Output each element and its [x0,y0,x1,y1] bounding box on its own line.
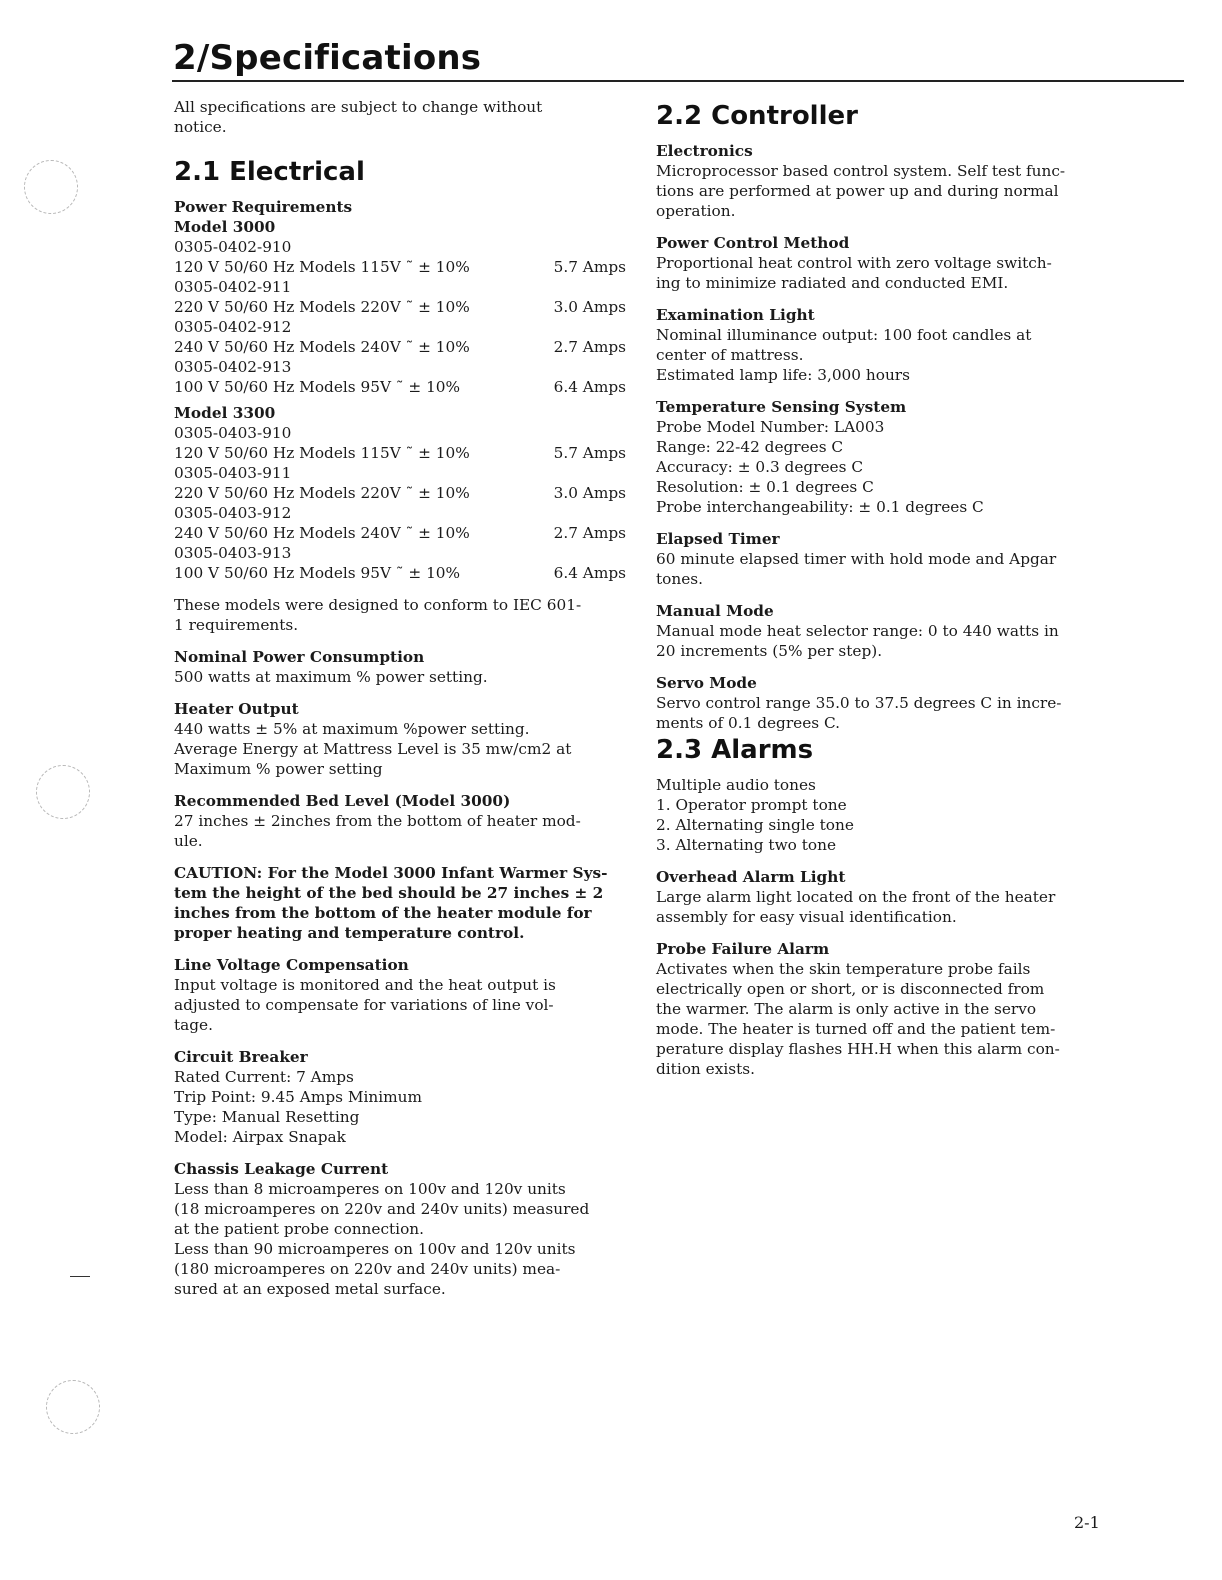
text-line: Average Energy at Mattress Level is 35 mw/cm2 at [174,740,572,758]
text-line: adjusted to compensate for variations of line vol- [174,996,554,1014]
power-requirements [174,197,630,583]
text-line: center of mattress. [656,346,804,364]
spec-desc: 120 V 50/60 Hz Models 115V ˜ ± 10% [174,258,470,276]
model-spec-row [174,443,630,463]
text-line: Model: Airpax Snapak [174,1128,346,1146]
alarm-tones-list [656,775,1116,855]
nominal-power-block [174,647,630,687]
text-line: Activates when the skin temperature probe fails [656,960,1031,978]
text-line: at the patient probe connection. [174,1220,424,1238]
right-column [656,97,1116,1079]
text-line: Servo control range 35.0 to 37.5 degrees C in incre- [656,694,1062,712]
left-column [174,97,630,1299]
spec-amps: 5.7 Amps [553,258,626,276]
model-3300-label: Model 3300 [174,404,276,422]
spec-amps: 5.7 Amps [553,444,626,462]
spec-desc: 220 V 50/60 Hz Models 220V ˜ ± 10% [174,298,470,316]
manual-mode-block [656,601,1116,661]
electronics-block [656,141,1116,221]
text-line: Accuracy: ± 0.3 degrees C [656,458,864,476]
page-number: 2-1 [1074,1513,1100,1532]
bed-level-block [174,791,630,851]
block-label: Examination Light [656,306,815,324]
spec-desc: 120 V 50/60 Hz Models 115V ˜ ± 10% [174,444,470,462]
caution-line: inches from the bottom of the heater module for [174,904,592,922]
text-line: (18 microamperes on 220v and 240v units) measured [174,1200,590,1218]
text-line: 20 increments (5% per step). [656,642,883,660]
text-line: Estimated lamp life: 3,000 hours [656,366,910,384]
spec-desc: 220 V 50/60 Hz Models 220V ˜ ± 10% [174,484,470,502]
power-control-block [656,233,1116,293]
intro-line-1: All specifications are subject to change without [174,98,543,116]
text-line: (180 microamperes on 220v and 240v units) mea- [174,1260,561,1278]
text-line: Less than 90 microamperes on 100v and 120v units [174,1240,576,1258]
text-line: Proportional heat control with zero voltage switch- [656,254,1052,272]
text-line: 1. Operator prompt tone [656,796,847,814]
model-part-number: 0305-0403-912 [174,504,292,522]
model-part-number: 0305-0402-911 [174,278,292,296]
text-line: 500 watts at maximum % power setting. [174,668,488,686]
line-voltage-block [174,955,630,1035]
section-heading-electrical: 2.1 Electrical [174,157,365,187]
text-line: Microprocessor based control system. Self test func- [656,162,1066,180]
spec-desc: 100 V 50/60 Hz Models 95V ˜ ± 10% [174,378,461,396]
text-line: 440 watts ± 5% at maximum %power setting. [174,720,530,738]
model-spec-row [174,483,630,503]
model-part-number: 0305-0403-911 [174,464,292,482]
text-line: Multiple audio tones [656,776,816,794]
text-line: dition exists. [656,1060,755,1078]
spec-amps: 2.7 Amps [553,338,626,356]
text-line: ule. [174,832,203,850]
chassis-leakage-block [174,1159,630,1299]
spec-desc: 240 V 50/60 Hz Models 240V ˜ ± 10% [174,338,470,356]
spec-amps: 6.4 Amps [553,378,626,396]
text-line: ing to minimize radiated and conducted EMI. [656,274,1009,292]
block-label: Circuit Breaker [174,1048,308,1066]
model-part-number: 0305-0402-912 [174,318,292,336]
servo-mode-block [656,673,1116,733]
block-label: Elapsed Timer [656,530,780,548]
model-spec-row [174,337,630,357]
text-line: tage. [174,1016,213,1034]
block-label: Chassis Leakage Current [174,1160,389,1178]
section-heading-alarms: 2.3 Alarms [656,735,814,765]
caution-block [174,863,630,943]
spec-amps: 3.0 Amps [553,484,626,502]
spec-amps: 6.4 Amps [553,564,626,582]
text-line: sured at an exposed metal surface. [174,1280,446,1298]
spec-desc: 240 V 50/60 Hz Models 240V ˜ ± 10% [174,524,470,542]
spec-desc: 100 V 50/60 Hz Models 95V ˜ ± 10% [174,564,461,582]
elapsed-timer-block [656,529,1116,589]
text-line: Rated Current: 7 Amps [174,1068,354,1086]
text-line: operation. [656,202,736,220]
text-line: Manual mode heat selector range: 0 to 440 watts in [656,622,1059,640]
model-spec-row [174,297,630,317]
block-label: Recommended Bed Level (Model 3000) [174,792,511,810]
block-label: Manual Mode [656,602,774,620]
model-spec-row [174,257,630,277]
model-spec-row [174,563,630,583]
model-spec-row [174,377,630,397]
block-label: Probe Failure Alarm [656,940,830,958]
text-line: Resolution: ± 0.1 degrees C [656,478,874,496]
text-line: mode. The heater is turned off and the patient tem- [656,1020,1056,1038]
heater-output-block [174,699,630,779]
text-line: electrically open or short, or is disconnected from [656,980,1045,998]
page-title: 2/Specifications [173,38,482,78]
probe-failure-block [656,939,1116,1079]
text-line: 3. Alternating two tone [656,836,836,854]
text-line: Range: 22-42 degrees C [656,438,844,456]
block-label: Temperature Sensing System [656,398,907,416]
examination-light-block [656,305,1116,385]
model-3000-label: Model 3000 [174,218,276,236]
text-line: 27 inches ± 2inches from the bottom of heater mod- [174,812,581,830]
margin-mark [70,1276,90,1277]
spec-amps: 2.7 Amps [553,524,626,542]
caution-line: CAUTION: For the Model 3000 Infant Warmer Sys- [174,864,608,882]
text-line: tones. [656,570,703,588]
text-line: Type: Manual Resetting [174,1108,360,1126]
intro-line-2: notice. [174,118,227,136]
model-part-number: 0305-0403-913 [174,544,292,562]
text-line: Probe Model Number: LA003 [656,418,885,436]
text-line: Input voltage is monitored and the heat output is [174,976,556,994]
block-label: Nominal Power Consumption [174,648,425,666]
text-line: Less than 8 microamperes on 100v and 120v units [174,1180,566,1198]
model-part-number: 0305-0402-913 [174,358,292,376]
block-label: Power Control Method [656,234,850,252]
block-label: Heater Output [174,700,299,718]
model-part-number: 0305-0402-910 [174,238,292,256]
text-line: Maximum % power setting [174,760,383,778]
spec-amps: 3.0 Amps [553,298,626,316]
text-line: These models were designed to conform to IEC 601- [174,596,582,614]
caution-line: proper heating and temperature control. [174,924,525,942]
section-heading-controller: 2.2 Controller [656,101,858,131]
text-line: Large alarm light located on the front of the heater [656,888,1056,906]
text-line: the warmer. The alarm is only active in the servo [656,1000,1037,1018]
punch-hole-bottom [46,1380,100,1434]
overhead-alarm-block [656,867,1116,927]
block-label: Servo Mode [656,674,757,692]
punch-hole-middle [36,765,90,819]
block-label: Overhead Alarm Light [656,868,846,886]
text-line: 2. Alternating single tone [656,816,854,834]
block-label: Electronics [656,142,753,160]
conform-note [174,595,630,635]
text-line: Trip Point: 9.45 Amps Minimum [174,1088,422,1106]
caution-line: tem the height of the bed should be 27 inches ± 2 [174,884,604,902]
title-rule [172,80,1184,82]
power-requirements-label: Power Requirements [174,198,353,216]
text-line: 1 requirements. [174,616,299,634]
temperature-sensing-block [656,397,1116,517]
block-label: Line Voltage Compensation [174,956,409,974]
text-line: Probe interchangeability: ± 0.1 degrees C [656,498,984,516]
text-line: 60 minute elapsed timer with hold mode and Apgar [656,550,1057,568]
text-line: assembly for easy visual identification. [656,908,957,926]
text-line: Nominal illuminance output: 100 foot candles at [656,326,1032,344]
text-line: perature display flashes HH.H when this alarm con- [656,1040,1060,1058]
circuit-breaker-block [174,1047,630,1147]
text-line: ments of 0.1 degrees C. [656,714,840,732]
model-spec-row [174,523,630,543]
model-part-number: 0305-0403-910 [174,424,292,442]
text-line: tions are performed at power up and during normal [656,182,1059,200]
punch-hole-top [24,160,78,214]
